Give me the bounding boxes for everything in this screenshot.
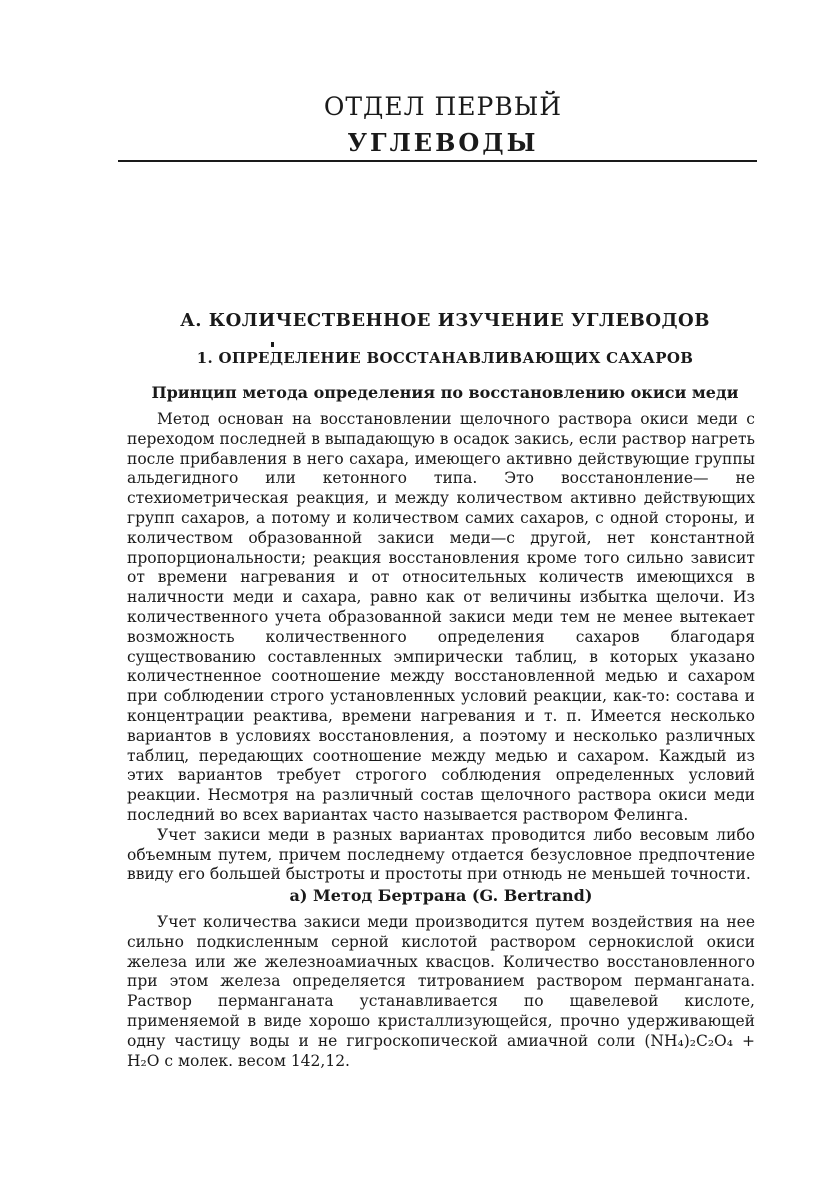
body-text <box>127 410 755 1071</box>
paragraph-principle: Метод основан на восстановлении щелочного раствора окиси меди с переходом последней в выпадающую в осадок закись, если раствор нагреть после прибавления в него сахара, имеющего активно действующие группы альдегидного или кетонного типа. Это восстанонление— не стехиометрическая реакция, и между количеством активно действующих групп сахаров, а потому и количеством самих сахаров, с одной стороны, и количеством образованной закиси меди—с другой, нет константной пропорциональности; реакция восстановления кроме того сильно зависит от времени нагревания и от относительных количеств имеющихся в наличности меди и сахара, равно как от величины избытка щелочи. Из количественного учета образованной закиси меди тем не менее вытекает возможность количественного определения сахаров благодаря существованию составленных эмпирически таблиц, в которых указано количестненное соотношение между восстановленной медью и сахаром при соблюдении строго установленных условий реакции, как-то: состава и концентрации реактива, времени нагревания и т. п. Имеется несколько вариантов в условиях восстановления, а поэтому и несколько различных таблиц, передающих соотношение между медью и сахаром. Каждый из этих вариантов требует строгого соблюдения определенных условий реакции. Несмотря на различный состав щелочного раствора окиси меди последний во всех вариантах часто называется раствором Фелинга. <box>127 410 755 824</box>
header-divider <box>118 160 757 162</box>
paragraph-bertrand: Учет количества закиси меди производится путем воздействия на нее сильно подкисленным серной кислотой раствором сернокислой окиси железа или же железноамиачных квасцов. Количество восстановленного при этом железа определяется титрованием раствором перманганата. Раствор перманганата устанавливается по щавелевой кислоте, применяемой в виде хорошо кристаллизующейся, прочно удерживающей одну частицу воды и не гигроскопической амиачной соли (NH₄)₂C₂O₄ + H₂O с молек. весом 142,12. <box>127 912 755 1070</box>
principle-heading: Принцип метода определения по восстановлению окиси меди <box>151 383 739 402</box>
part-title: ОТДЕЛ ПЕРВЫЙ <box>323 92 563 121</box>
method-heading: а) Метод Бертрана (G. Bertrand) <box>289 886 593 906</box>
section-title: А. КОЛИЧЕСТВЕННОЕ ИЗУЧЕНИЕ УГЛЕВОДОВ <box>180 310 710 331</box>
paragraph-titration: Учет закиси меди в разных вариантах проводится либо весовым либо объемным путем, причем последнему отдается безусловное предпочтение ввиду его большей быстроты и простоты при отнюдь не меньшей точности. <box>127 825 755 884</box>
subsection-title: 1. ОПРЕДЕЛЕНИЕ ВОССТАНАВЛИВАЮЩИХ САХАРОВ <box>196 349 694 367</box>
chapter-title: УГЛЕВОДЫ <box>347 128 539 157</box>
ink-mark <box>271 342 274 347</box>
